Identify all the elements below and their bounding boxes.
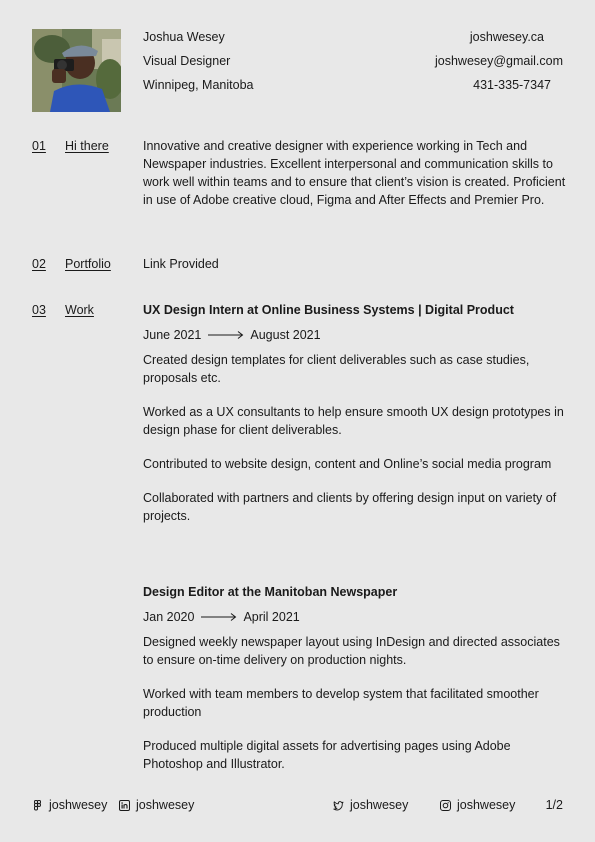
about-text: Innovative and creative designer with experience working in Tech and Newspaper industries. Excellent interpersonal and communication skills to work well within teams and to ensure that client’s vision is created. Proficient in use of Adobe creative cloud, Figma and After Effects and Premier Pro. (143, 139, 566, 207)
figma-handle: joshwesey (49, 798, 108, 812)
figma-icon (32, 800, 43, 811)
footer (32, 796, 563, 814)
arrow-right-icon (201, 612, 237, 622)
job-dates (143, 326, 568, 344)
job-start-date: Jan 2020 (143, 610, 195, 624)
job-dates (143, 608, 568, 626)
phone-number[interactable]: 431-335-7347 (473, 78, 551, 92)
twitter-icon (333, 800, 344, 811)
job-end-date: August 2021 (250, 328, 321, 342)
header-identity (143, 28, 253, 100)
linkedin-handle: joshwesey (136, 798, 195, 812)
section-number: 03 (32, 303, 46, 317)
section-label-work[interactable]: Work (65, 303, 94, 317)
section-label-portfolio[interactable]: Portfolio (65, 257, 111, 271)
job-title: UX Design Intern at Online Business Systems | Digital Product (143, 303, 514, 317)
twitter-handle: joshwesey (350, 798, 409, 812)
list-item: Produced multiple digital assets for advertising pages using Adobe Photoshop and Illustrator. (143, 739, 511, 771)
linkedin-icon (119, 800, 130, 811)
footer-figma-link[interactable] (32, 796, 107, 814)
section-number: 02 (32, 257, 46, 271)
job-title: Design Editor at the Manitoban Newspaper (143, 585, 398, 599)
arrow-right-icon (208, 330, 244, 340)
profile-photo (32, 29, 121, 112)
list-item: Worked as a UX consultants to help ensure smooth UX design prototypes in design phase for client deliverables. (143, 405, 564, 437)
page-number: 1/2 (545, 798, 563, 812)
section-number: 01 (32, 139, 46, 153)
job-entry (143, 583, 568, 773)
list-item: Designed weekly newspaper layout using InDesign and directed associates to ensure on-time delivery on production nights. (143, 635, 560, 667)
list-item: Collaborated with partners and clients by offering design input on variety of projects. (143, 491, 557, 523)
website-link[interactable]: joshwesey.ca (469, 30, 544, 44)
job-start-date: June 2021 (143, 328, 202, 342)
section-label-hi-there[interactable]: Hi there (65, 139, 109, 153)
footer-twitter-link[interactable] (333, 796, 408, 814)
instagram-icon (440, 800, 451, 811)
email-link[interactable]: joshwesey@gmail.com (434, 54, 563, 68)
name: Joshua Wesey (143, 30, 225, 44)
list-item: Created design templates for client deliverables such as case studies, proposals etc. (143, 353, 530, 385)
header-contact (435, 28, 563, 100)
footer-instagram-link[interactable] (440, 796, 515, 814)
job-duties (143, 351, 568, 525)
job-duties (143, 633, 568, 773)
footer-linkedin-link[interactable] (119, 796, 194, 814)
job-entry (143, 301, 568, 525)
list-item: Contributed to website design, content and Online’s social media program (143, 457, 552, 471)
job-end-date: April 2021 (243, 610, 300, 624)
role: Visual Designer (143, 54, 231, 68)
location: Winnipeg, Manitoba (143, 78, 254, 92)
portfolio-text: Link Provided (143, 257, 219, 271)
instagram-handle: joshwesey (457, 798, 516, 812)
list-item: Worked with team members to develop system that facilitated smoother production (143, 687, 539, 719)
